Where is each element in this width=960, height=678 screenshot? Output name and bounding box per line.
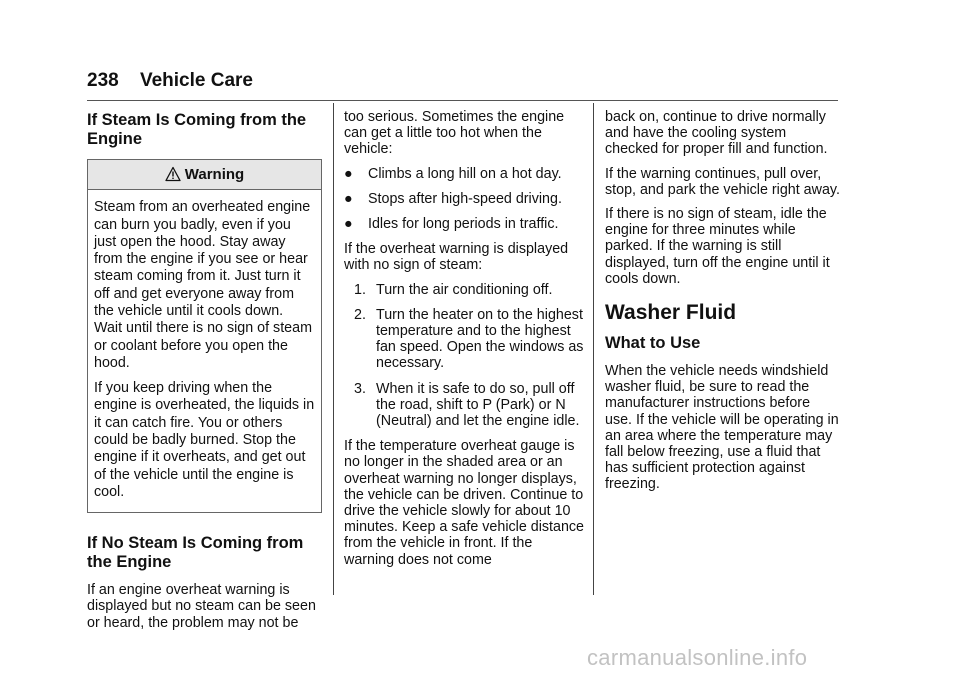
warning-box <box>87 159 322 513</box>
list-item: ● Stops after high-speed driving. <box>344 190 562 207</box>
warning-triangle-icon <box>165 166 181 182</box>
list-item: 1. Turn the air conditioning off. <box>354 281 553 298</box>
column-divider-2 <box>593 103 594 595</box>
page-header <box>87 70 253 92</box>
heading-what-to-use: What to Use <box>605 334 701 353</box>
watermark: carmanualsonline.info <box>587 645 808 670</box>
warning-title-bar <box>88 160 321 190</box>
heading-steam: If Steam Is Coming from the Engine <box>87 111 307 148</box>
column-1 <box>87 111 322 639</box>
paragraph-too-serious: too serious. Sometimes the engine can get a little too hot when the vehicle: <box>344 109 565 158</box>
column-3 <box>605 109 840 501</box>
numbered-steps <box>344 282 584 430</box>
paragraph-back-on: back on, continue to drive normally and have the cooling system checked for proper fill and function. <box>605 109 828 158</box>
list-item: 2. Turn the heater on to the highest temperature and to the highest fan speed. Open the windows as necessary. <box>354 306 584 372</box>
paragraph-overheat-warning: If the overheat warning is displayed with no sign of steam: <box>344 241 569 274</box>
paragraph-gauge: If the temperature overheat gauge is no longer in the shaded area or an overheat warning no longer displays, the vehicle can be driven. Continue to drive the vehicle slowly for about 10 minutes. Keep a safe vehicle distance from the vehicle in front. If the warning does not come <box>344 438 585 568</box>
heading-no-steam: If No Steam Is Coming from the Engine <box>87 534 304 572</box>
heading-washer-fluid: Washer Fluid <box>605 301 737 325</box>
warning-body <box>88 190 321 512</box>
warning-title: Warning <box>184 166 245 183</box>
bullet-list <box>344 166 584 233</box>
header-rule <box>87 100 838 101</box>
warning-paragraph-1: Steam from an overheated engine can burn you badly, even if you just open the hood. Stay away from the engine if you see or hear steam coming from it. Just turn it off and get everyone away from the vehicle until it cools down. Wait until there is no sign of steam or coolant before you open the hood. <box>94 199 312 371</box>
page-number: 238 <box>87 70 119 91</box>
column-divider-1 <box>333 103 334 595</box>
list-item: ● Idles for long periods in traffic. <box>344 216 559 233</box>
list-item: 3. When it is safe to do so, pull off the road, shift to P (Park) or N (Neutral) and let the engine idle. <box>354 380 580 430</box>
paragraph-no-steam: If an engine overheat warning is displayed but no steam can be seen or heard, the problem may not be <box>87 582 316 631</box>
paragraph-continues: If the warning continues, pull over, stop, and park the vehicle right away. <box>605 165 840 198</box>
paragraph-what-to-use: When the vehicle needs windshield washer fluid, be sure to read the manufacturer instructions before use. If the vehicle will be operating in an area where the temperature may fall below freezing, use a fluid that has sufficient protection against freezing. <box>605 363 839 493</box>
warning-paragraph-2: If you keep driving when the engine is overheated, the liquids in it can catch fire. You or others could be badly burned. Stop the engine if it overheats, and get out of the vehicle until the engine is cool. <box>94 380 315 500</box>
section-title: Vehicle Care <box>139 70 254 91</box>
list-item: ● Climbs a long hill on a hot day. <box>344 165 562 182</box>
column-2 <box>344 109 584 576</box>
paragraph-idle: If there is no sign of steam, idle the engine for three minutes while parked. If the warning is still displayed, turn off the engine until it cools down. <box>605 206 830 287</box>
